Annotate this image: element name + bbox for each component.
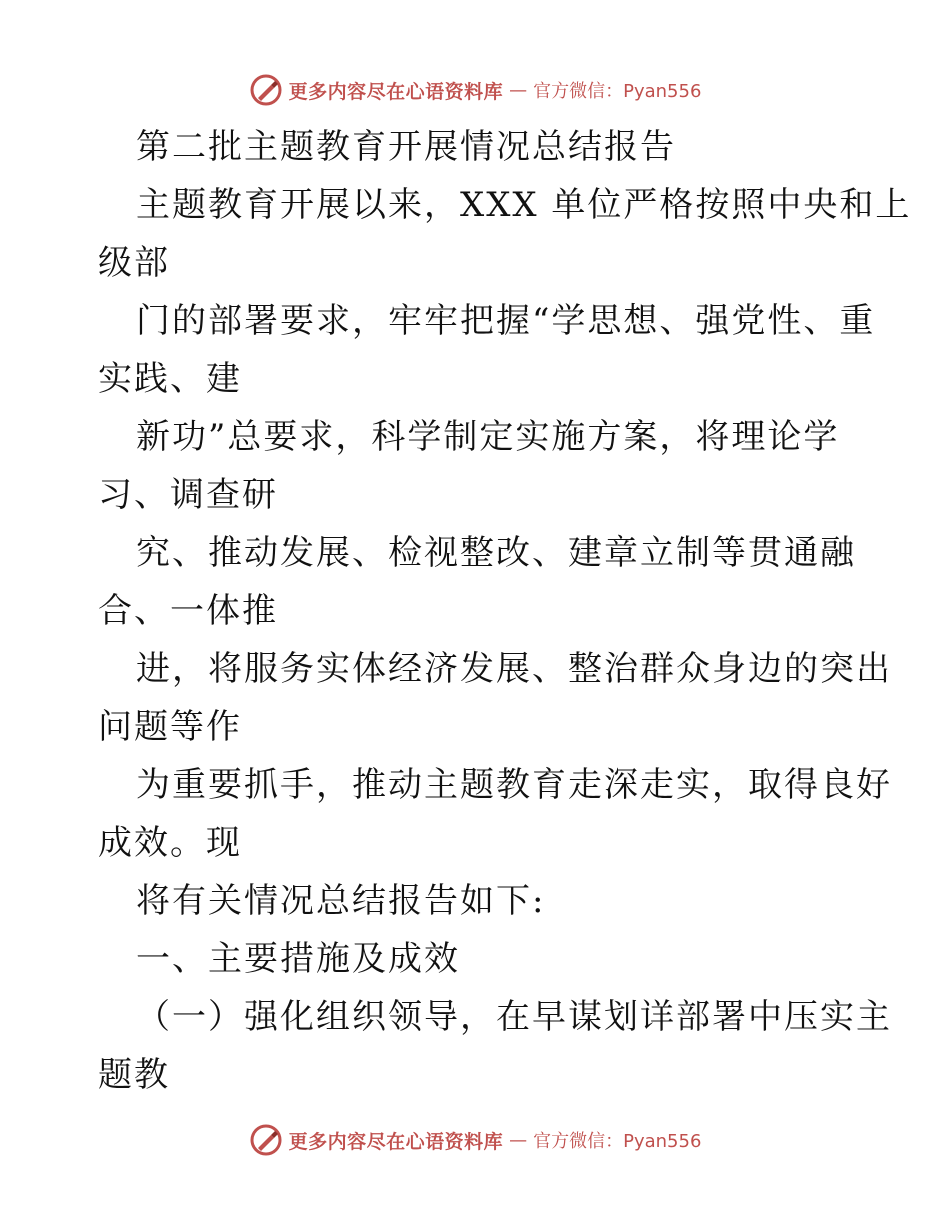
text-line: 为重要抓手，推动主题教育走深走实，取得良好 <box>136 765 892 805</box>
document-body <box>98 118 912 1104</box>
text-line: 级部 <box>98 243 170 283</box>
text-line: （一）强化组织领导，在早谋划详部署中压实主 <box>136 997 892 1037</box>
banner-site-text: 更多内容尽在心语资料库 <box>288 80 504 103</box>
text-line: 实践、建 <box>98 359 242 399</box>
text-line: 门的部署要求，牢牢把握“学思想、强党性、重 <box>136 301 876 341</box>
watermark-banner-bottom <box>0 1120 950 1160</box>
pen-logo-icon <box>249 1123 283 1157</box>
text-line: 问题等作 <box>98 707 242 747</box>
banner-dash: — <box>509 79 528 101</box>
text-line: 进，将服务实体经济发展、整治群众身边的突出 <box>136 649 892 689</box>
text-line: 合、一体推 <box>98 591 278 631</box>
pen-logo-icon <box>249 73 283 107</box>
banner-wechat-text: 官方微信：Pyan556 <box>533 81 702 102</box>
text-line: 成效。现 <box>98 823 242 863</box>
text-line: 习、调查研 <box>98 475 278 515</box>
text-line: 题教 <box>98 1055 170 1095</box>
banner-dash: — <box>509 1129 528 1151</box>
banner-site-text: 更多内容尽在心语资料库 <box>288 1130 504 1153</box>
text-line: 一、主要措施及成效 <box>136 939 460 979</box>
text-line: 主题教育开展以来，XXX 单位严格按照中央和上 <box>136 185 912 225</box>
text-line: 将有关情况总结报告如下: <box>136 881 546 921</box>
banner-wechat-text: 官方微信：Pyan556 <box>533 1131 702 1152</box>
text-line: 第二批主题教育开展情况总结报告 <box>136 127 676 167</box>
watermark-banner-top <box>0 70 950 110</box>
text-line: 新功”总要求，科学制定实施方案，将理论学 <box>136 417 840 457</box>
text-line: 究、推动发展、检视整改、建章立制等贯通融 <box>136 533 856 573</box>
